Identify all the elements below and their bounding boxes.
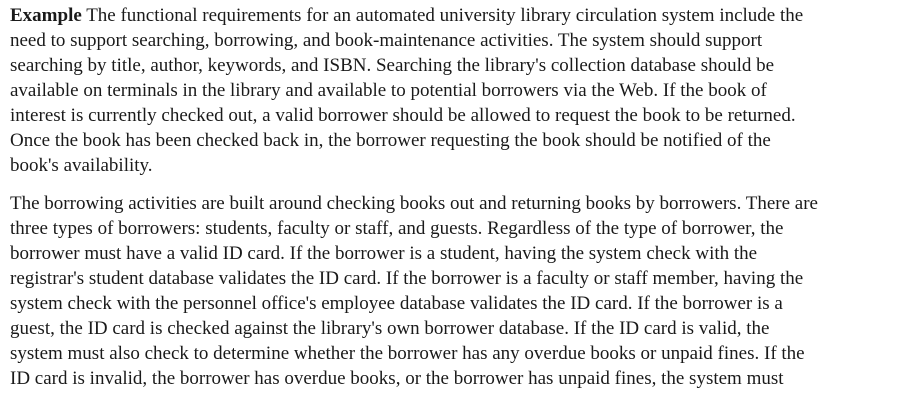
text-line: available on terminals in the library and available to potential borrowers via the Web. If the book of xyxy=(10,80,767,101)
text-line: three types of borrowers: students, faculty or staff, and guests. Regardless of the type of borrower, the xyxy=(10,218,784,239)
paragraph-borrowing-activities xyxy=(10,191,918,391)
text-line xyxy=(10,3,918,28)
text-line: ID card is invalid, the borrower has overdue books, or the borrower has unpaid fines, the system must xyxy=(10,368,784,389)
text-line: book's availability. xyxy=(10,155,153,176)
text-line-content: The functional requirements for an automated university library circulation system include the xyxy=(81,5,804,26)
text-line: interest is currently checked out, a valid borrower should be allowed to request the book to be returned. xyxy=(10,105,796,126)
example-heading: Example xyxy=(10,5,82,26)
paragraph-example xyxy=(10,3,918,178)
text-line: need to support searching, borrowing, and book-maintenance activities. The system should support xyxy=(10,30,763,51)
text-line: system check with the personnel office's employee database validates the ID card. If the borrower is a xyxy=(10,293,783,314)
text-line: searching by title, author, keywords, and ISBN. Searching the library's collection database should be xyxy=(10,55,775,76)
text-line: registrar's student database validates the ID card. If the borrower is a faculty or staff member, having the xyxy=(10,268,804,289)
text-line: guest, the ID card is checked against the library's own borrower database. If the ID card is valid, the xyxy=(10,318,770,339)
text-line: The borrowing activities are built around checking books out and returning books by borrowers. There are xyxy=(10,193,818,214)
text-line: system must also check to determine whether the borrower has any overdue books or unpaid fines. If the xyxy=(10,343,805,364)
text-line: borrower must have a valid ID card. If the borrower is a student, having the system check with the xyxy=(10,243,758,264)
text-line: Once the book has been checked back in, the borrower requesting the book should be notified of the xyxy=(10,130,771,151)
